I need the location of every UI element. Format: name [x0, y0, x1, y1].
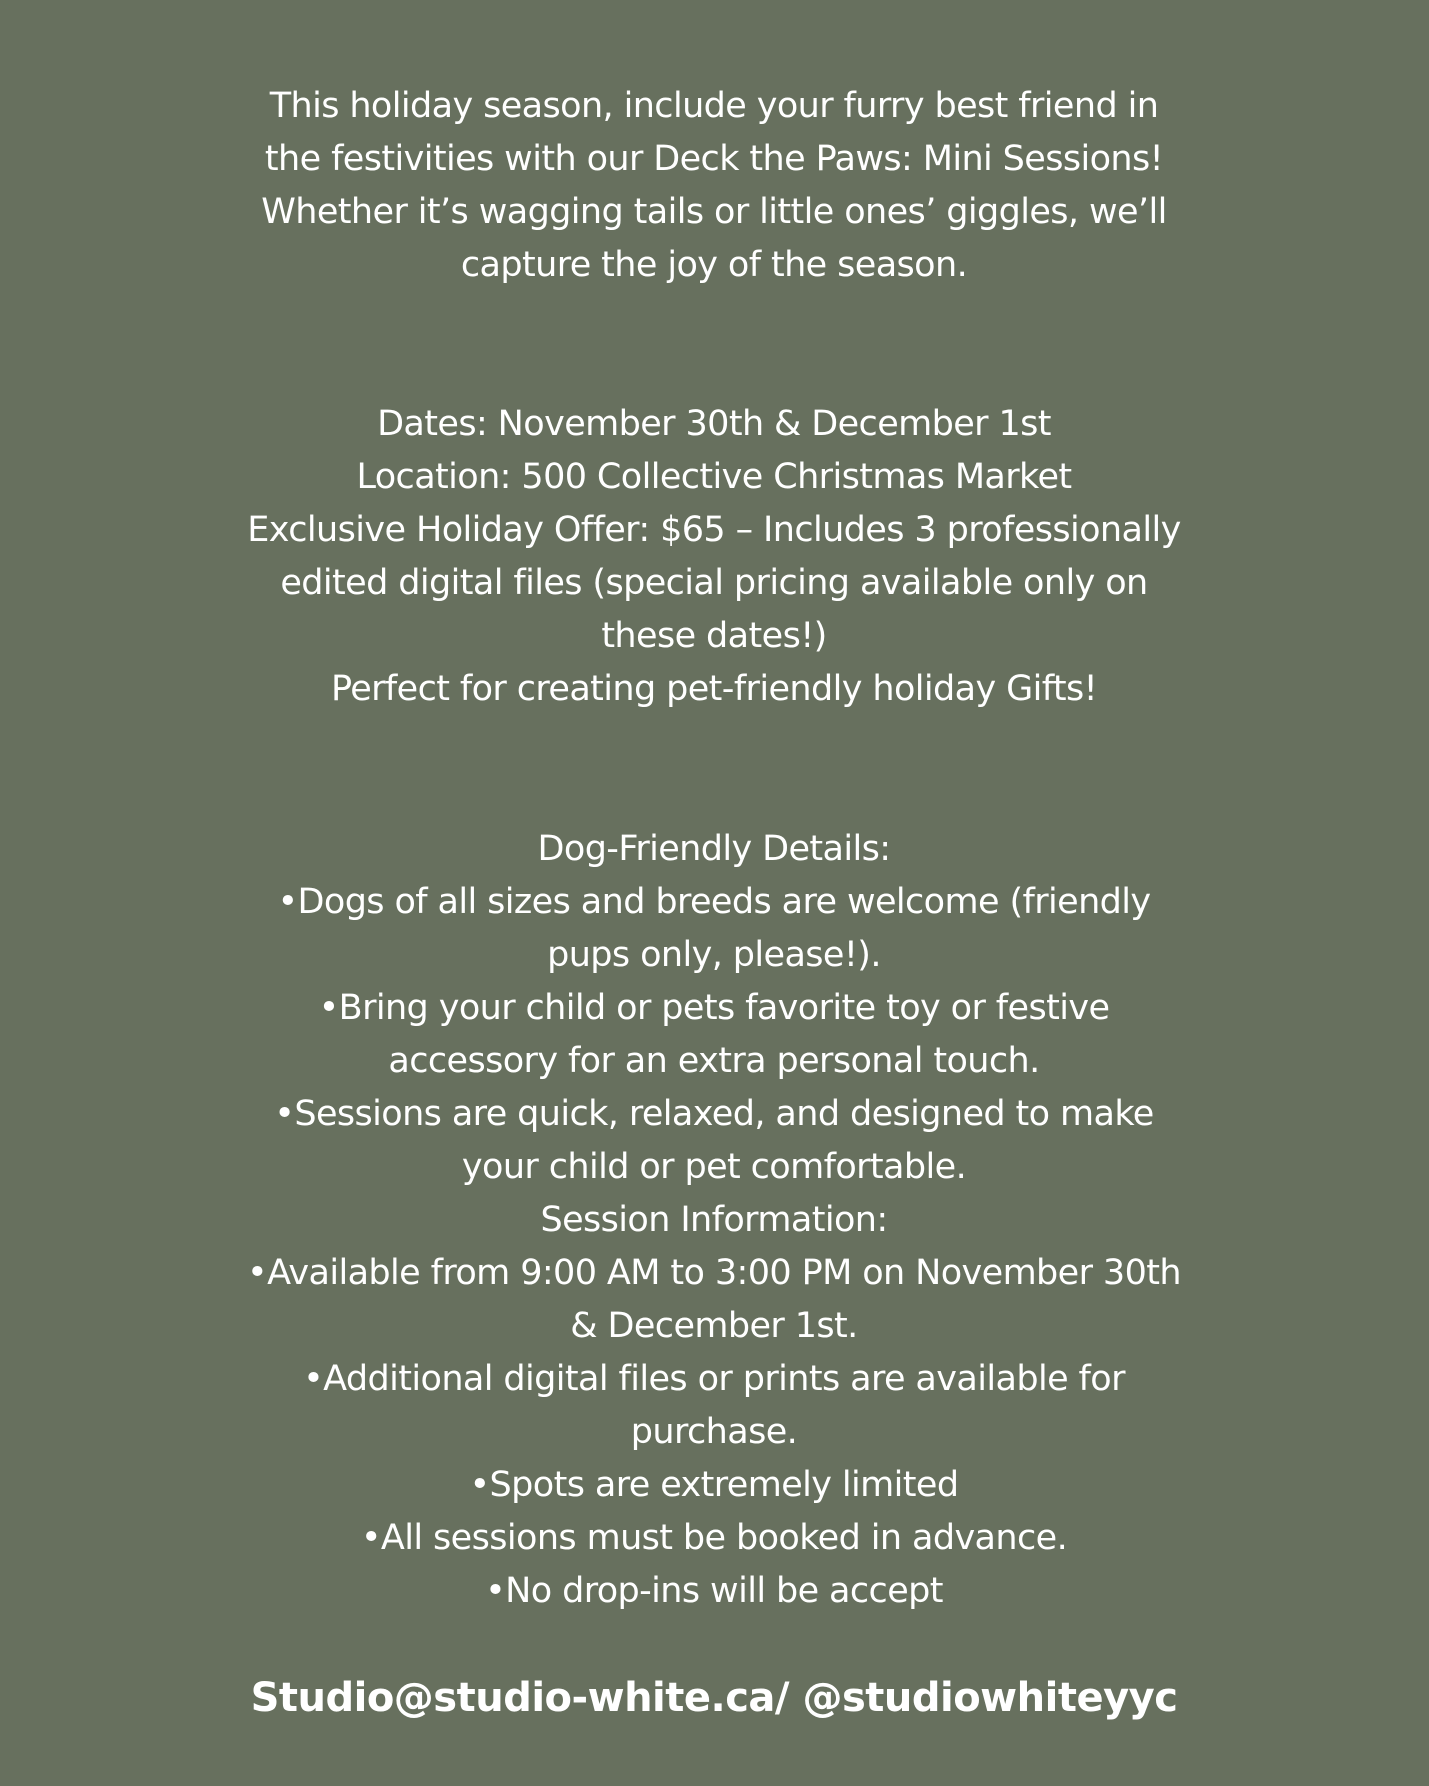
event-location: Location: 500 Collective Christmas Market: [356, 457, 1072, 497]
session-item: •Additional digital files or prints are available for: [303, 1359, 1125, 1399]
details-item: •Dogs of all sizes and breeds are welcome (friendly: [277, 882, 1151, 922]
contact-line: Studio@studio-white.ca/ @studiowhiteyyc: [250, 1675, 1178, 1721]
details-item: accessory for an extra personal touch.: [388, 1041, 1040, 1081]
details-item: •Sessions are quick, relaxed, and designed to make: [274, 1094, 1154, 1134]
session-info-heading: Session Information:: [540, 1200, 888, 1240]
session-item: & December 1st.: [570, 1306, 858, 1346]
session-item: •Spots are extremely limited: [469, 1465, 959, 1505]
event-dates: Dates: November 30th & December 1st: [377, 404, 1051, 444]
event-offer-line: these dates!): [601, 616, 827, 656]
intro-line: Whether it’s wagging tails or little ones’ giggles, we’ll: [261, 192, 1167, 232]
event-gift-note: Perfect for creating pet-friendly holiday Gifts!: [330, 669, 1098, 709]
intro-line: the festivities with our Deck the Paws: Mini Sessions!: [264, 139, 1164, 179]
details-item: •Bring your child or pets favorite toy or festive: [318, 988, 1110, 1028]
details-section: [164, 823, 1264, 1618]
intro-line: This holiday season, include your furry best friend in: [269, 86, 1159, 126]
details-item: pups only, please!).: [547, 935, 881, 975]
event-offer-line: Exclusive Holiday Offer: $65 – Includes 3 professionally: [247, 510, 1181, 550]
session-item: •All sessions must be booked in advance.: [360, 1518, 1068, 1558]
details-heading: Dog-Friendly Details:: [537, 829, 891, 869]
event-offer-line: edited digital files (special pricing available only on: [280, 563, 1148, 603]
session-item: purchase.: [630, 1412, 798, 1452]
event-info: [164, 398, 1264, 716]
details-item: your child or pet comfortable.: [461, 1147, 967, 1187]
session-item: •Available from 9:00 AM to 3:00 PM on November 30th: [247, 1253, 1181, 1293]
intro-line: capture the joy of the season.: [460, 245, 968, 285]
intro-paragraph: [164, 80, 1264, 292]
session-item: •No drop-ins will be accept: [485, 1571, 943, 1611]
